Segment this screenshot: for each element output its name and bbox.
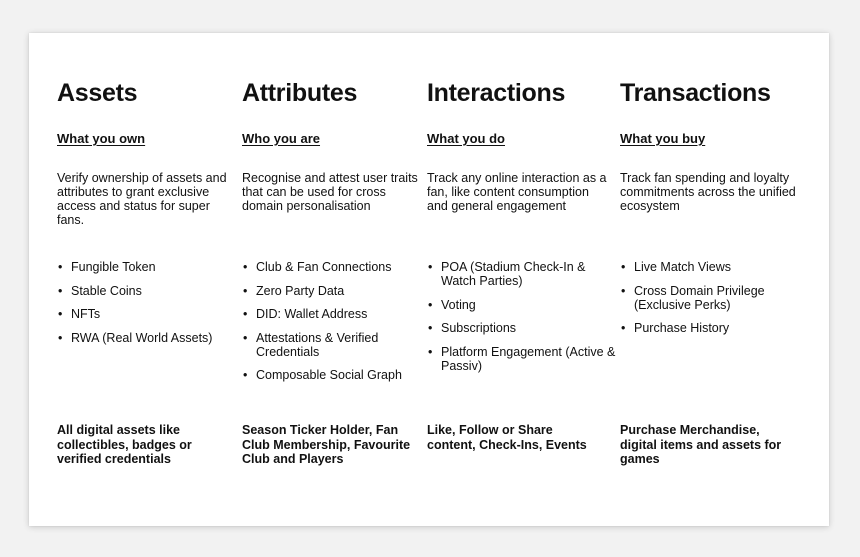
- list-item: [242, 331, 432, 359]
- bullet-list: [427, 260, 617, 382]
- list-item: [427, 321, 617, 335]
- list-item-text: Stable Coins: [71, 283, 142, 298]
- column-subtitle: What you do: [427, 131, 505, 146]
- column-summary: Purchase Merchandise, digital items and assets for games: [620, 423, 782, 466]
- list-item-text: POA (Stadium Check-In & Watch Parties): [441, 260, 586, 288]
- list-item-text: NFTs: [71, 307, 101, 321]
- list-item-text: Cross Domain Privilege (Exclusive Perks): [634, 283, 765, 312]
- column-subtitle: What you own: [57, 131, 146, 146]
- bullet-glyph: •: [428, 297, 433, 312]
- list-item-text: Platform Engagement (Active & Passiv): [441, 344, 616, 373]
- column-title: Assets: [57, 79, 138, 107]
- list-item: [57, 284, 247, 298]
- bullet-list: [57, 260, 247, 354]
- bullet-glyph: •: [621, 321, 626, 335]
- list-item-text: Voting: [441, 297, 476, 312]
- list-item-text: Composable Social Graph: [256, 368, 402, 382]
- column-description: Track any online interaction as a fan, like content consumption and general engagement: [427, 171, 607, 213]
- list-item: [427, 345, 617, 373]
- bullet-glyph: •: [621, 283, 626, 298]
- bullet-glyph: •: [58, 330, 63, 345]
- bullet-glyph: •: [58, 283, 63, 298]
- column-description: Recognise and attest user traits that can be used for cross domain personalisation: [242, 171, 418, 213]
- column-title: Interactions: [427, 79, 566, 107]
- bullet-glyph: •: [243, 368, 248, 382]
- bullet-glyph: •: [243, 283, 248, 298]
- bullet-glyph: •: [428, 260, 433, 274]
- list-item-text: Attestations & Verified Credentials: [256, 330, 379, 359]
- list-item: [242, 260, 432, 274]
- list-item: [242, 284, 432, 298]
- column-title: Transactions: [620, 79, 771, 107]
- column-description: Track fan spending and loyalty commitments across the unified ecosystem: [620, 171, 796, 213]
- bullet-glyph: •: [428, 344, 433, 359]
- column-subtitle: Who you are: [242, 131, 321, 146]
- bullet-glyph: •: [58, 307, 63, 321]
- list-item: [620, 284, 810, 312]
- bullet-glyph: •: [428, 321, 433, 335]
- column-summary: Season Ticker Holder, Fan Club Membership, Favourite Club and Players: [242, 423, 411, 466]
- list-item: [427, 260, 617, 288]
- bullet-glyph: •: [243, 260, 248, 274]
- list-item-text: Live Match Views: [634, 260, 732, 274]
- list-item: [242, 368, 432, 382]
- list-item: [57, 307, 247, 321]
- column-summary: Like, Follow or Share content, Check-Ins, Events: [427, 423, 587, 452]
- list-item: [620, 321, 810, 335]
- list-item-text: Purchase History: [634, 321, 730, 335]
- bullet-glyph: •: [243, 307, 248, 321]
- column-subtitle: What you buy: [620, 131, 706, 146]
- list-item-text: DID: Wallet Address: [256, 307, 368, 321]
- column-description: Verify ownership of assets and attributes to grant exclusive access and status for super fans.: [57, 171, 227, 227]
- bullet-glyph: •: [58, 260, 63, 274]
- list-item: [57, 260, 247, 274]
- column-title: Attributes: [242, 79, 358, 107]
- bullet-list: [620, 260, 810, 345]
- bullet-glyph: •: [243, 330, 248, 345]
- list-item: [427, 298, 617, 312]
- content-card: [29, 33, 829, 526]
- list-item: [620, 260, 810, 274]
- bullet-list: [242, 260, 432, 392]
- list-item-text: Club & Fan Connections: [256, 260, 392, 274]
- list-item-text: Fungible Token: [71, 260, 156, 274]
- list-item: [242, 307, 432, 321]
- list-item-text: Subscriptions: [441, 321, 517, 335]
- list-item: [57, 331, 247, 345]
- list-item-text: RWA (Real World Assets): [71, 330, 213, 345]
- list-item-text: Zero Party Data: [256, 283, 345, 298]
- column-summary: All digital assets like collectibles, badges or verified credentials: [57, 423, 192, 466]
- bullet-glyph: •: [621, 260, 626, 274]
